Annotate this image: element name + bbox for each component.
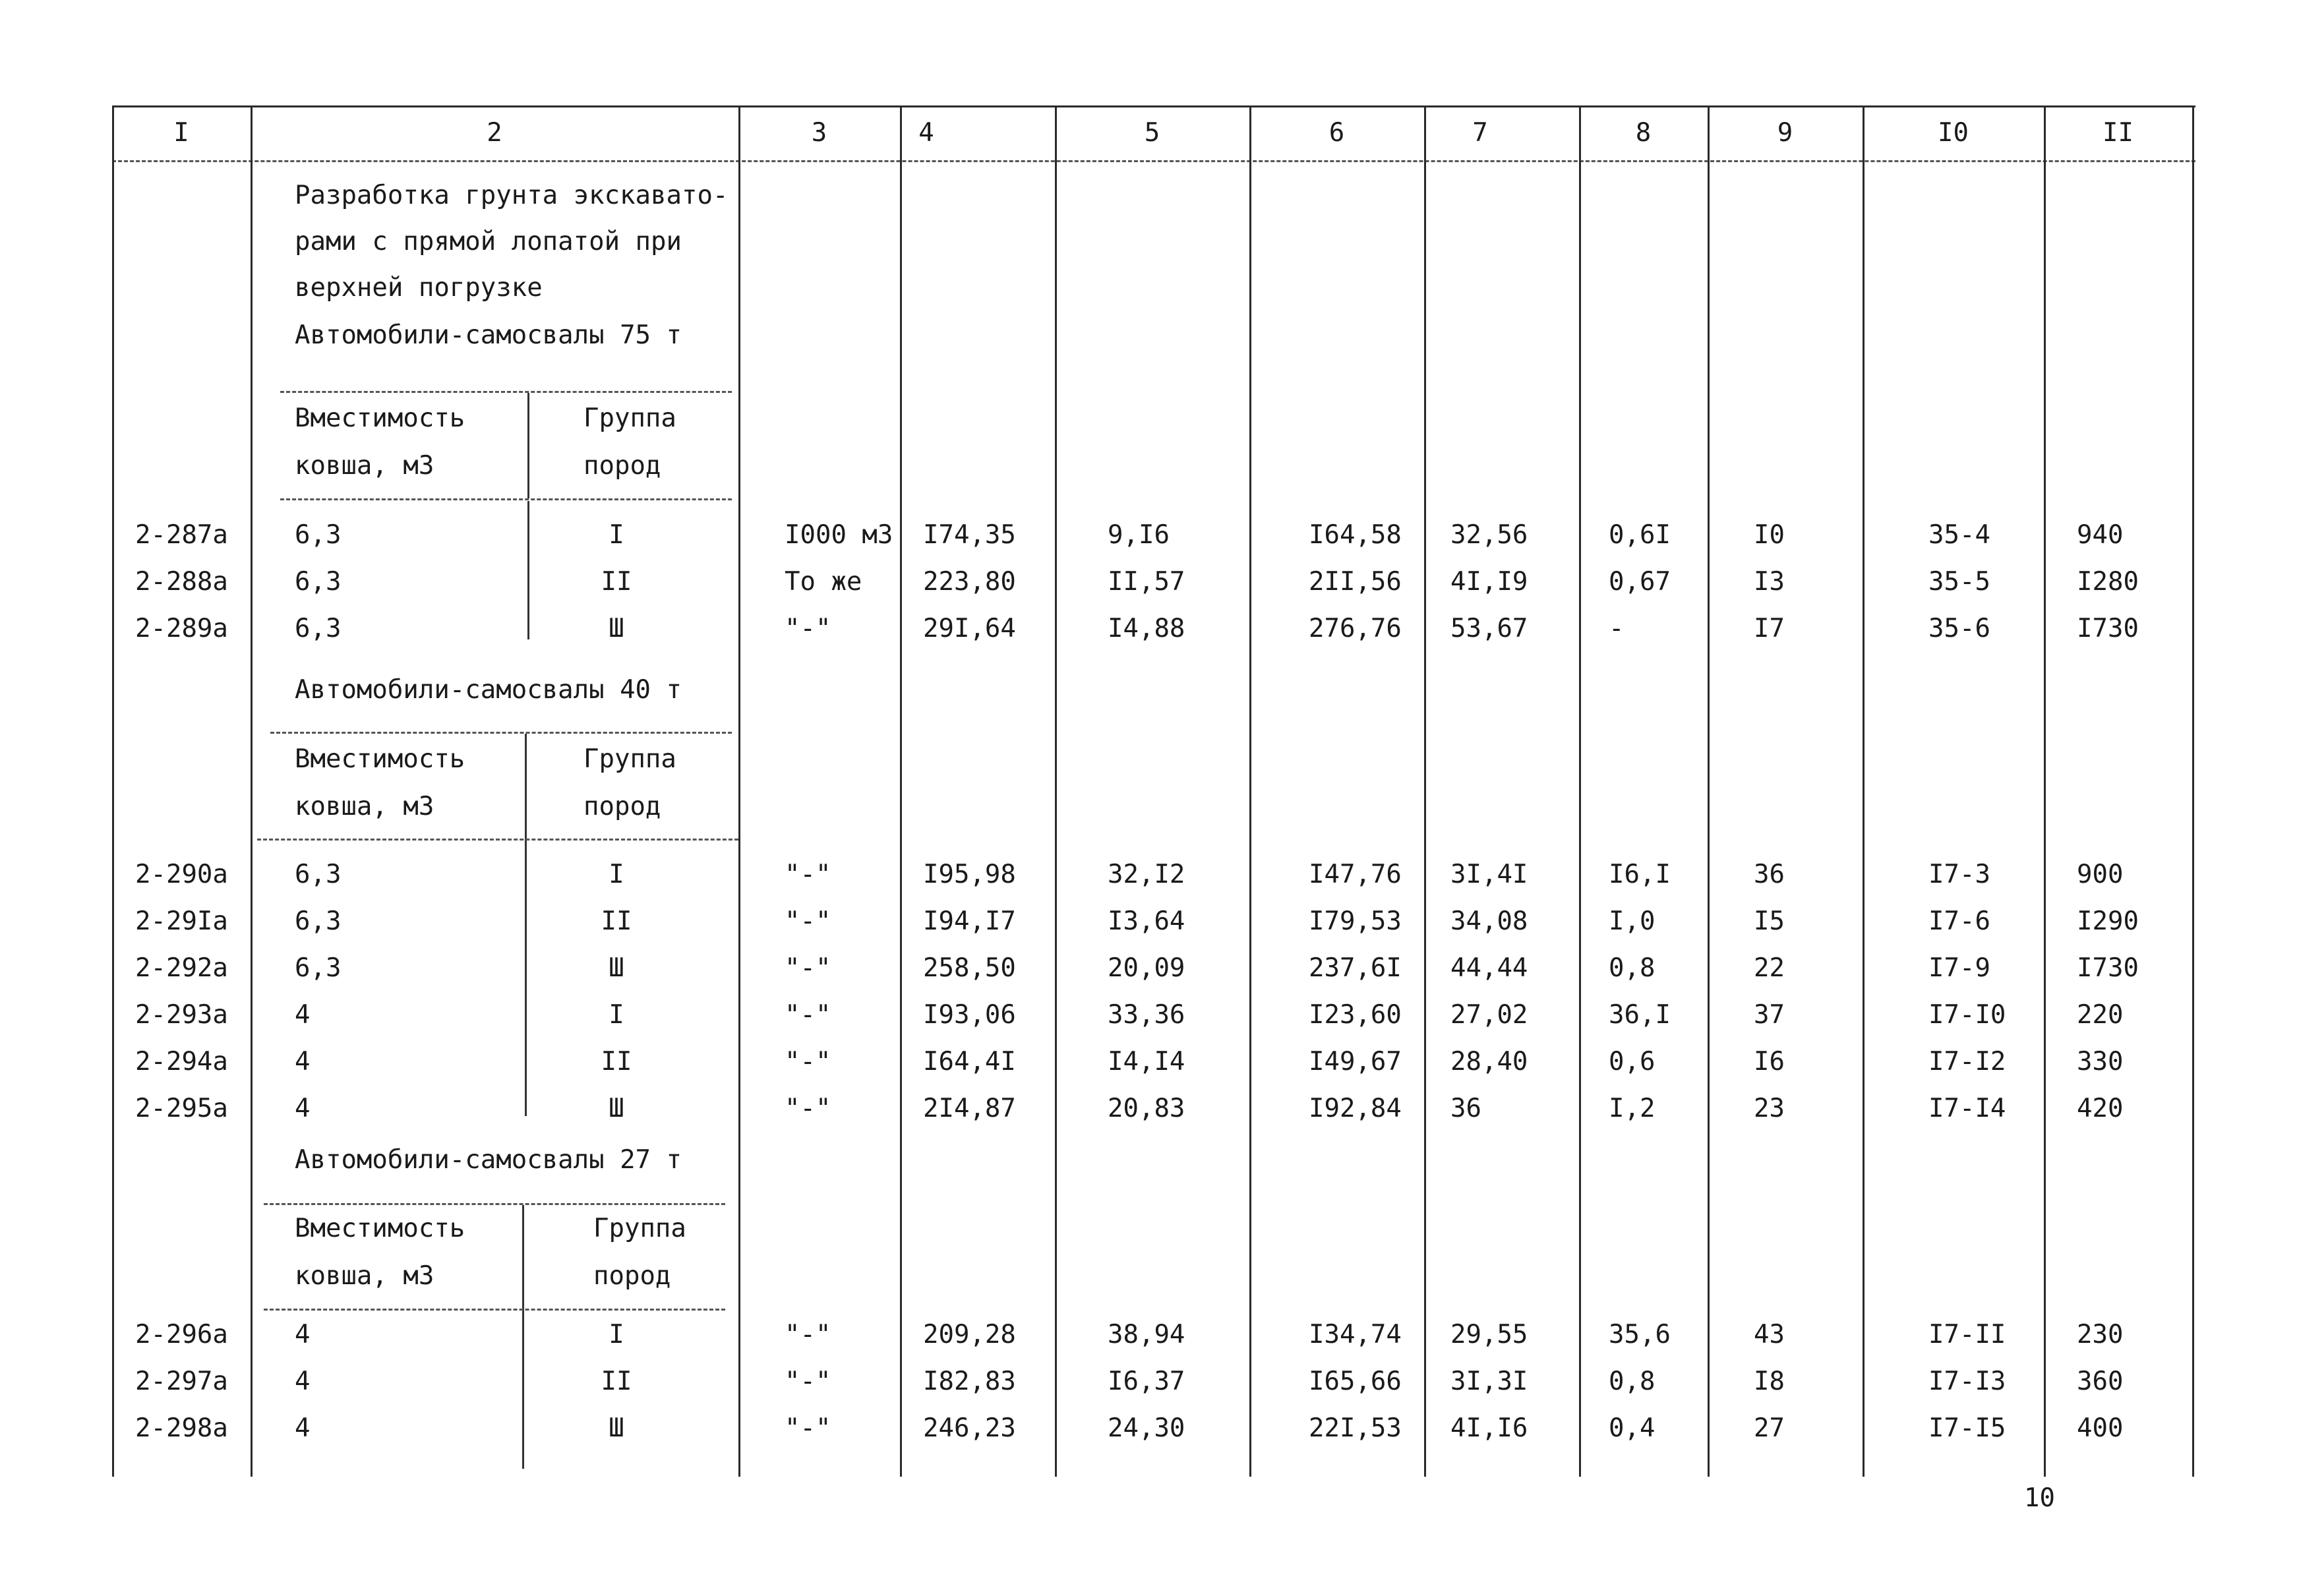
cell-unit: "-" <box>785 1047 831 1077</box>
cell-group: II <box>601 1047 632 1077</box>
cell-c9: I3 <box>1754 567 1785 597</box>
column-line <box>251 105 253 1477</box>
cell-c10: 35-5 <box>1928 567 1990 597</box>
subheader-rule <box>280 391 732 393</box>
cell-group: II <box>601 1367 632 1396</box>
cell-c7: 53,67 <box>1450 614 1528 643</box>
cell-unit: I000 м3 <box>785 520 893 550</box>
cell-c10: I7-6 <box>1928 906 1990 936</box>
subheader-divider <box>522 1205 524 1469</box>
cell-c8: 0,8 <box>1609 1367 1656 1396</box>
cell-c8: - <box>1609 614 1625 643</box>
cell-group: Ш <box>609 1094 624 1123</box>
cell-c8: 0,4 <box>1609 1413 1656 1443</box>
cell-c5: 9,I6 <box>1108 520 1170 550</box>
cell-unit: "-" <box>785 906 831 936</box>
cell-code: 2-293а <box>135 1000 228 1030</box>
cell-c10: I7-II <box>1928 1320 2006 1349</box>
cell-unit: То же <box>785 567 862 597</box>
bucket-capacity-label: ковша, м3 <box>295 451 434 481</box>
cell-c8: 35,6 <box>1609 1320 1671 1349</box>
header-col-7: 7 <box>1472 118 1488 148</box>
cell-c9: I7 <box>1754 614 1785 643</box>
cell-code: 2-297а <box>135 1367 228 1396</box>
cell-c9: I6 <box>1754 1047 1785 1077</box>
subheader-rule <box>264 1203 725 1205</box>
cell-c6: I64,58 <box>1309 520 1402 550</box>
cell-code: 2-29Iа <box>135 906 228 936</box>
cell-c5: 33,36 <box>1108 1000 1185 1030</box>
cell-c9: 36 <box>1754 860 1785 889</box>
cell-c11: 220 <box>2077 1000 2124 1030</box>
cell-c6: I79,53 <box>1309 906 1402 936</box>
cell-group: I <box>609 520 624 550</box>
cell-unit: "-" <box>785 1000 831 1030</box>
cell-c8: 0,6I <box>1609 520 1671 550</box>
cell-c8: 36,I <box>1609 1000 1671 1030</box>
cell-c10: I7-I2 <box>1928 1047 2006 1077</box>
cell-c4: 223,80 <box>923 567 1016 597</box>
bucket-capacity-label: Вместимость <box>295 1214 465 1243</box>
cell-c6: 237,6I <box>1309 953 1402 983</box>
subheader-divider <box>527 393 529 498</box>
cell-c11: I280 <box>2077 567 2139 597</box>
cell-c4: 209,28 <box>923 1320 1016 1349</box>
cell-code: 2-295а <box>135 1094 228 1123</box>
cell-c6: I65,66 <box>1309 1367 1402 1396</box>
cell-c11: 230 <box>2077 1320 2124 1349</box>
cell-c9: I8 <box>1754 1367 1785 1396</box>
header-col-8: 8 <box>1635 118 1652 148</box>
cell-c8: I,2 <box>1609 1094 1656 1123</box>
cell-bucket: 6,3 <box>295 860 342 889</box>
subheader-rule <box>264 1309 725 1311</box>
cell-c4: I93,06 <box>923 1000 1016 1030</box>
column-line <box>112 105 114 1477</box>
soil-group-label: Группа <box>583 403 676 433</box>
column-line <box>1708 105 1710 1477</box>
cell-c6: 2II,56 <box>1309 567 1402 597</box>
cell-c7: 44,44 <box>1450 953 1528 983</box>
cell-c11: I730 <box>2077 614 2139 643</box>
header-col-6: 6 <box>1328 118 1345 148</box>
cell-c8: 0,67 <box>1609 567 1671 597</box>
column-line <box>900 105 902 1477</box>
cell-unit: "-" <box>785 860 831 889</box>
cell-c7: 29,55 <box>1450 1320 1528 1349</box>
cell-c11: 360 <box>2077 1367 2124 1396</box>
cell-c4: 2I4,87 <box>923 1094 1016 1123</box>
subheader-rule <box>280 498 732 500</box>
column-line <box>1579 105 1581 1477</box>
cell-c6: I34,74 <box>1309 1320 1402 1349</box>
cell-c10: 35-4 <box>1928 520 1990 550</box>
cell-group: I <box>609 860 624 889</box>
column-line <box>2192 105 2194 1477</box>
cell-c6: I47,76 <box>1309 860 1402 889</box>
cell-c7: 3I,3I <box>1450 1367 1528 1396</box>
cell-bucket: 6,3 <box>295 953 342 983</box>
cell-c9: I0 <box>1754 520 1785 550</box>
soil-group-label: пород <box>583 792 661 821</box>
header-bottom-rule <box>112 160 2195 162</box>
cell-c9: 27 <box>1754 1413 1785 1443</box>
section-title: Автомобили-самосвалы 40 т <box>295 675 682 705</box>
cell-bucket: 4 <box>295 1320 311 1349</box>
column-line <box>2044 105 2046 1477</box>
cell-c4: 246,23 <box>923 1413 1016 1443</box>
cell-code: 2-290а <box>135 860 228 889</box>
header-col-11: II <box>2103 118 2133 148</box>
cell-group: I <box>609 1000 624 1030</box>
cell-c6: I23,60 <box>1309 1000 1402 1030</box>
soil-group-label: пород <box>593 1261 671 1291</box>
cell-c5: I4,I4 <box>1108 1047 1185 1077</box>
cell-c6: I92,84 <box>1309 1094 1402 1123</box>
bucket-capacity-label: Вместимость <box>295 403 465 433</box>
cell-c11: I290 <box>2077 906 2139 936</box>
bucket-capacity-label: ковша, м3 <box>295 1261 434 1291</box>
subheader-divider <box>527 501 529 639</box>
header-col-4: 4 <box>918 118 934 148</box>
cell-c9: I5 <box>1754 906 1785 936</box>
description-line: рами с прямой лопатой при <box>295 227 682 256</box>
soil-group-label: пород <box>583 451 661 481</box>
cell-c7: 32,56 <box>1450 520 1528 550</box>
cell-c9: 23 <box>1754 1094 1785 1123</box>
header-col-10: I0 <box>1938 118 1969 148</box>
description-line: Разработка грунта экскавато- <box>295 181 729 210</box>
cell-unit: "-" <box>785 1094 831 1123</box>
header-col-2: 2 <box>487 118 502 148</box>
soil-group-label: Группа <box>593 1214 686 1243</box>
cell-c9: 43 <box>1754 1320 1785 1349</box>
cell-bucket: 6,3 <box>295 906 342 936</box>
cell-c6: 276,76 <box>1309 614 1402 643</box>
column-line <box>1863 105 1864 1477</box>
cell-code: 2-294а <box>135 1047 228 1077</box>
cell-code: 2-296а <box>135 1320 228 1349</box>
cell-c10: I7-I4 <box>1928 1094 2006 1123</box>
cell-c11: 900 <box>2077 860 2124 889</box>
cell-c4: I95,98 <box>923 860 1016 889</box>
table-top-rule <box>112 105 2195 107</box>
cell-c10: I7-I3 <box>1928 1367 2006 1396</box>
subheader-rule <box>270 732 732 734</box>
cell-c4: I94,I7 <box>923 906 1016 936</box>
cell-unit: "-" <box>785 1367 831 1396</box>
cell-c4: 258,50 <box>923 953 1016 983</box>
section-title: Автомобили-самосвалы 75 т <box>295 320 682 350</box>
cell-c10: I7-I5 <box>1928 1413 2006 1443</box>
cell-c10: I7-3 <box>1928 860 1990 889</box>
cell-c5: 38,94 <box>1108 1320 1185 1349</box>
cell-c5: I3,64 <box>1108 906 1185 936</box>
cell-c7: 34,08 <box>1450 906 1528 936</box>
cell-c10: 35-6 <box>1928 614 1990 643</box>
cell-c8: I,0 <box>1609 906 1656 936</box>
cell-bucket: 6,3 <box>295 614 342 643</box>
cell-c8: 0,8 <box>1609 953 1656 983</box>
column-line <box>738 105 740 1477</box>
header-col-1: I <box>173 118 189 148</box>
cell-group: Ш <box>609 953 624 983</box>
section-title: Автомобили-самосвалы 27 т <box>295 1145 682 1175</box>
cell-c5: 24,30 <box>1108 1413 1185 1443</box>
cell-c6: I49,67 <box>1309 1047 1402 1077</box>
cell-bucket: 4 <box>295 1000 311 1030</box>
cell-c4: 29I,64 <box>923 614 1016 643</box>
cell-c4: I64,4I <box>923 1047 1016 1077</box>
cell-c4: I82,83 <box>923 1367 1016 1396</box>
cell-group: II <box>601 567 632 597</box>
header-col-9: 9 <box>1777 118 1793 148</box>
cell-group: Ш <box>609 1413 624 1443</box>
soil-group-label: Группа <box>583 744 676 774</box>
cell-c10: I7-I0 <box>1928 1000 2006 1030</box>
cell-c8: 0,6 <box>1609 1047 1656 1077</box>
cell-c9: 22 <box>1754 953 1785 983</box>
cell-c7: 3I,4I <box>1450 860 1528 889</box>
header-col-3: 3 <box>811 118 827 148</box>
cell-c5: 20,09 <box>1108 953 1185 983</box>
cell-bucket: 6,3 <box>295 520 342 550</box>
cell-code: 2-287а <box>135 520 228 550</box>
cell-c5: I6,37 <box>1108 1367 1185 1396</box>
cell-c5: 32,I2 <box>1108 860 1185 889</box>
cell-unit: "-" <box>785 1320 831 1349</box>
cell-c11: 400 <box>2077 1413 2124 1443</box>
cell-bucket: 4 <box>295 1367 311 1396</box>
cell-code: 2-292а <box>135 953 228 983</box>
header-col-5: 5 <box>1144 118 1160 148</box>
cell-bucket: 4 <box>295 1047 311 1077</box>
cell-c7: 27,02 <box>1450 1000 1528 1030</box>
page-number: 10 <box>2024 1483 2055 1513</box>
cell-code: 2-288а <box>135 567 228 597</box>
cell-group: Ш <box>609 614 624 643</box>
cell-c5: 20,83 <box>1108 1094 1185 1123</box>
cell-bucket: 4 <box>295 1094 311 1123</box>
bucket-capacity-label: ковша, м3 <box>295 792 434 821</box>
cell-c4: I74,35 <box>923 520 1016 550</box>
column-line <box>1055 105 1057 1477</box>
cell-c7: 4I,I9 <box>1450 567 1528 597</box>
cell-c8: I6,I <box>1609 860 1671 889</box>
cell-c7: 36 <box>1450 1094 1481 1123</box>
cell-c7: 4I,I6 <box>1450 1413 1528 1443</box>
bucket-capacity-label: Вместимость <box>295 744 465 774</box>
cell-unit: "-" <box>785 614 831 643</box>
cell-c11: 940 <box>2077 520 2124 550</box>
description-line: верхней погрузке <box>295 273 543 303</box>
cell-c9: 37 <box>1754 1000 1785 1030</box>
column-line <box>1249 105 1251 1477</box>
subheader-rule <box>257 839 738 841</box>
cell-c5: I4,88 <box>1108 614 1185 643</box>
cell-bucket: 4 <box>295 1413 311 1443</box>
cell-c11: I730 <box>2077 953 2139 983</box>
cell-c7: 28,40 <box>1450 1047 1528 1077</box>
cell-c10: I7-9 <box>1928 953 1990 983</box>
subheader-divider <box>525 734 527 1116</box>
column-line <box>1424 105 1426 1477</box>
cell-c11: 420 <box>2077 1094 2124 1123</box>
cell-unit: "-" <box>785 1413 831 1443</box>
cell-group: II <box>601 906 632 936</box>
cell-c5: II,57 <box>1108 567 1185 597</box>
cell-group: I <box>609 1320 624 1349</box>
cell-unit: "-" <box>785 953 831 983</box>
cell-c11: 330 <box>2077 1047 2124 1077</box>
cell-c6: 22I,53 <box>1309 1413 1402 1443</box>
cell-code: 2-289а <box>135 614 228 643</box>
cell-code: 2-298а <box>135 1413 228 1443</box>
cell-bucket: 6,3 <box>295 567 342 597</box>
